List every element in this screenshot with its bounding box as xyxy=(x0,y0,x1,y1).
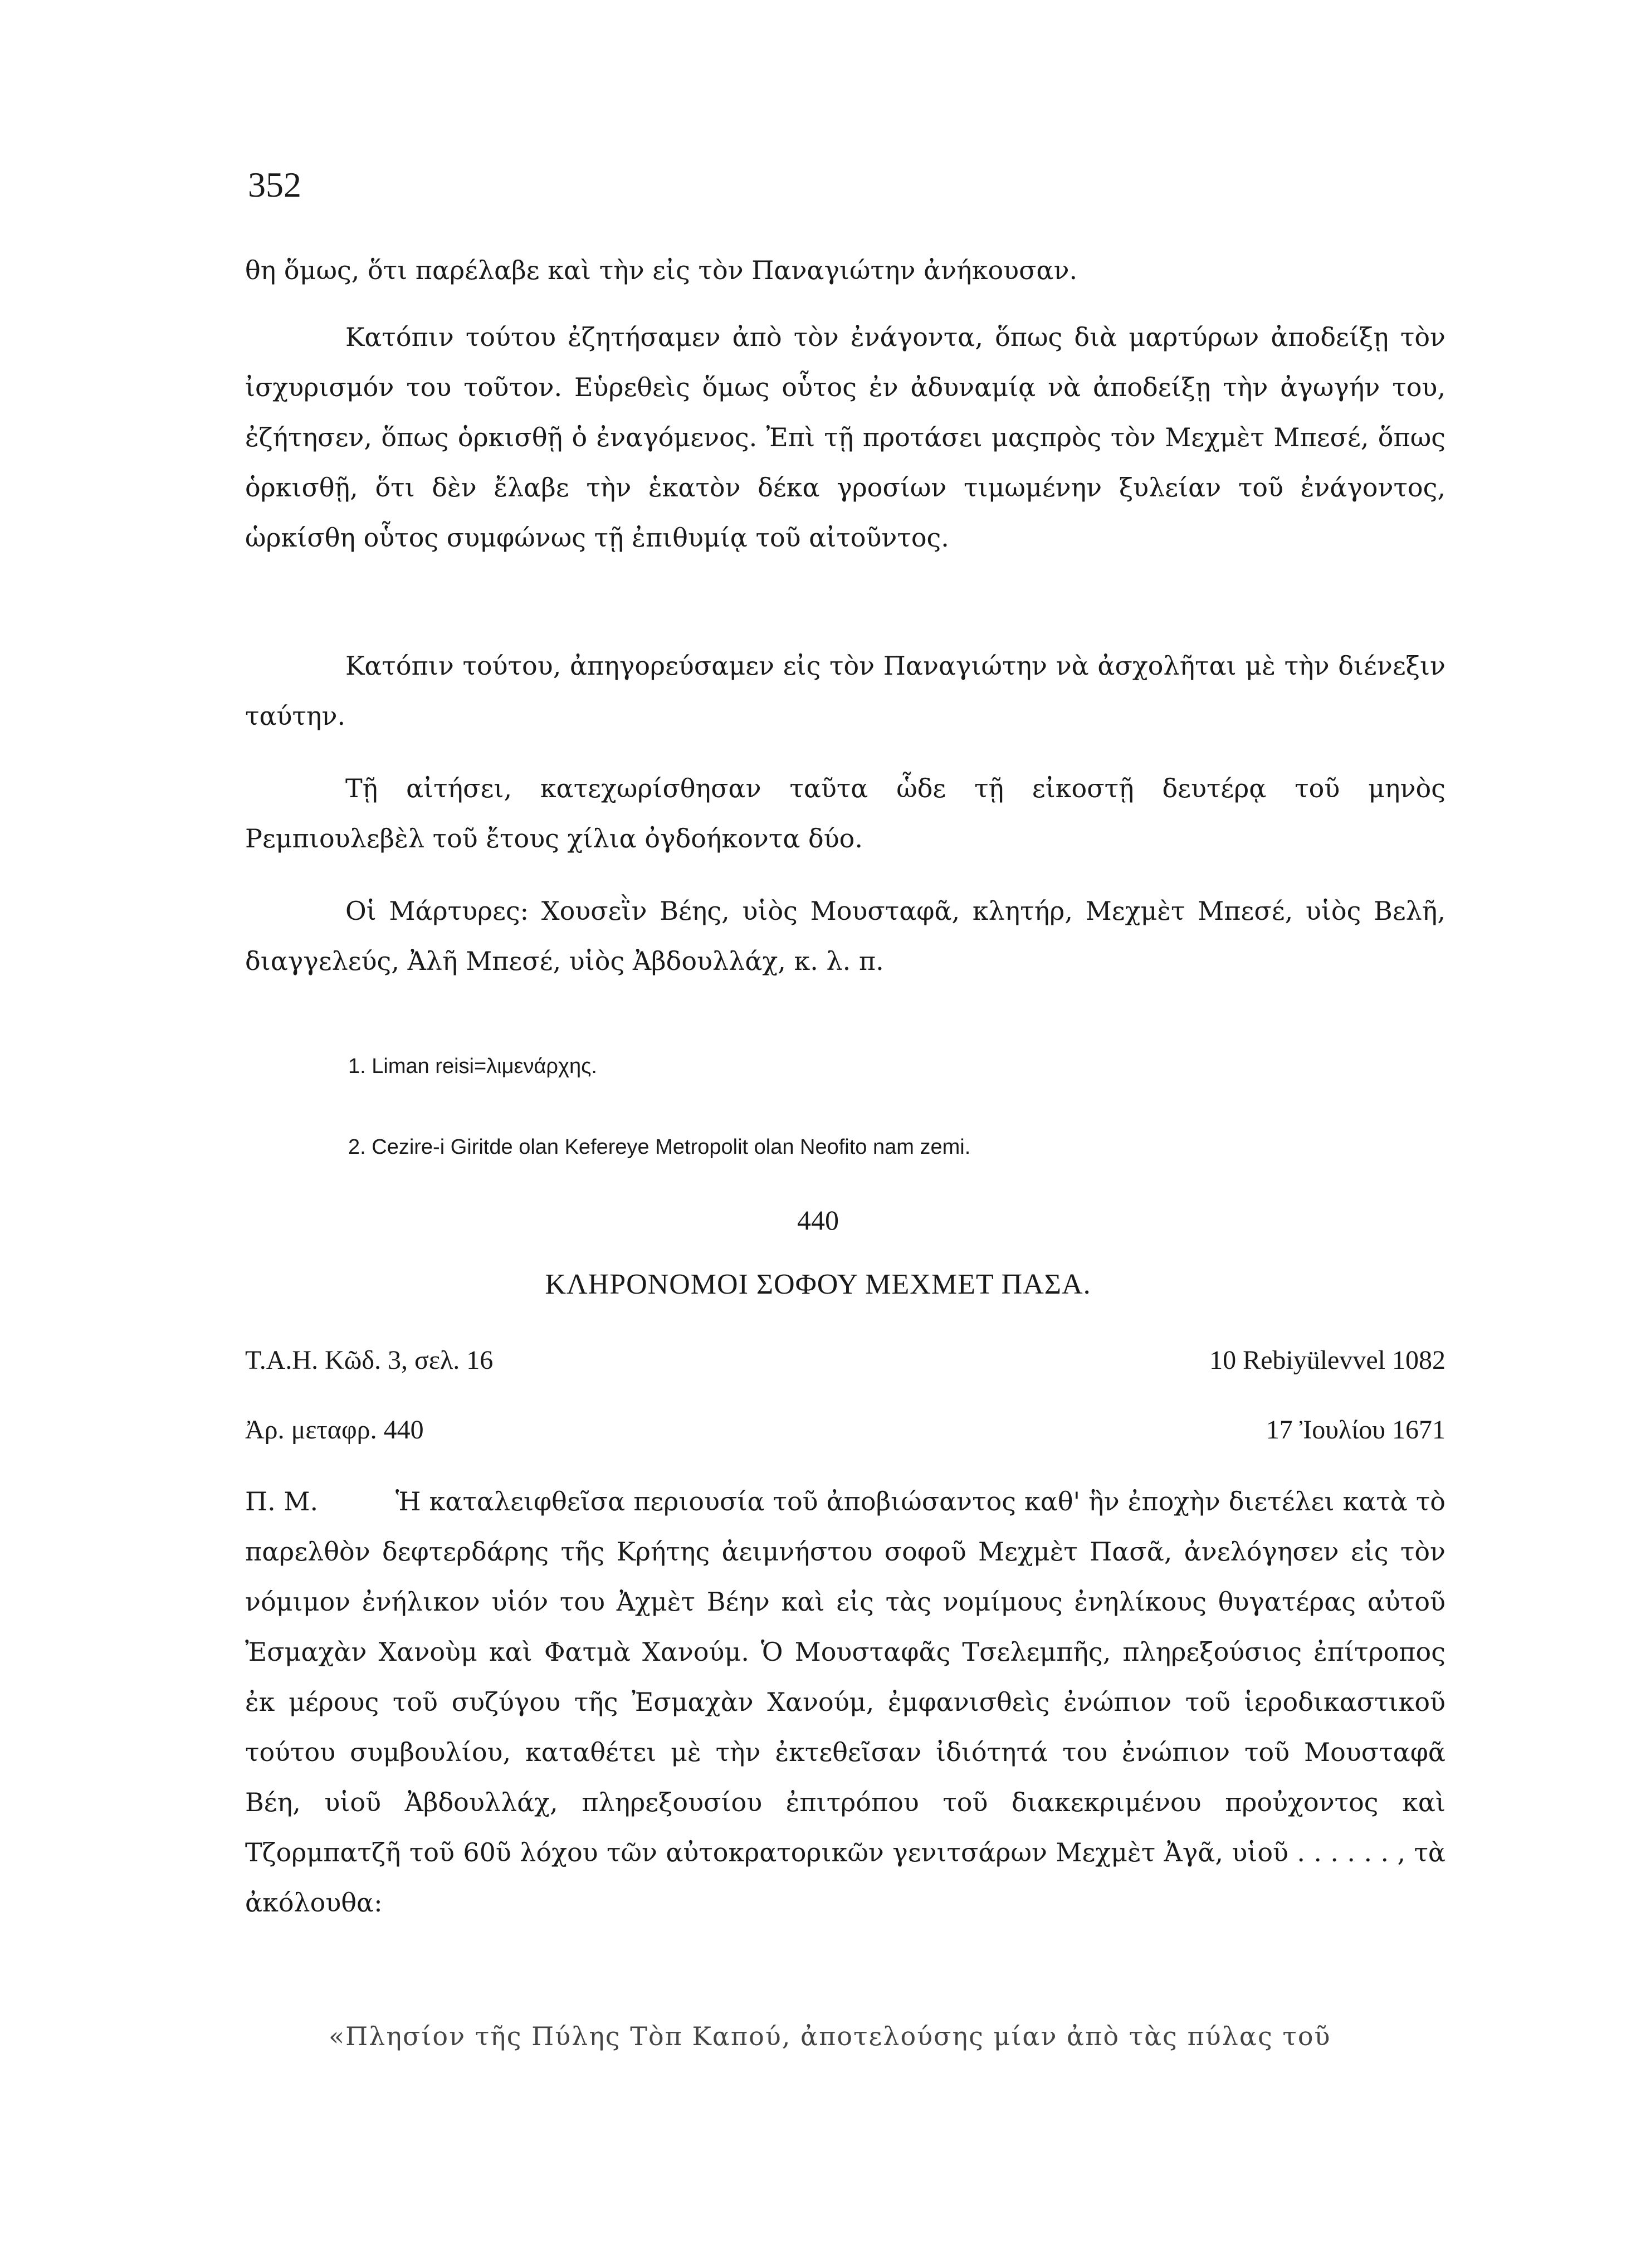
paragraph-witnesses: Οἱ Μάρτυρες: Χουσεῒν Βέης, υἱὸς Μουσταφᾶ, κλητήρ, Μεχμὲτ Μπεσέ, υἱὸς Βελῆ, διαγγελεύς, Ἀλῆ Μπεσέ, υἱὸς Ἀβδουλλάχ, κ. λ. π. xyxy=(245,896,1445,976)
reference-row xyxy=(245,1347,1445,1374)
paragraph-continuation: θη ὅμως, ὅτι παρέλαβε καὶ τὴν εἰς τὸν Παναγιώτην ἀνήκουσαν. xyxy=(245,255,1078,285)
translation-number: Ἀρ. μεταφρ. 440 xyxy=(245,1415,424,1445)
paragraph-registration: Τῇ αἰτήσει, κατεχωρίσθησαν ταῦτα ὧδε τῇ εἰκοστῇ δευτέρᾳ τοῦ μηνὸς Ρεμπιουλεβὲλ τοῦ ἔτους χίλια ὀγδοήκοντα δύο. xyxy=(245,773,1445,853)
translation-row xyxy=(245,1417,1445,1443)
archive-reference: Τ.Α.Η. Κῶδ. 3, σελ. 16 xyxy=(245,1345,494,1375)
pm-label: Π. Μ. xyxy=(245,1486,319,1516)
footnote-1: 1. Liman reisi=λιμενάρχης. xyxy=(348,1055,597,1078)
document-title: ΚΛΗΡΟΝΟΜΟΙ ΣΟΦΟΥ ΜΕΧΜΕΤ ΠΑΣΑ. xyxy=(545,1269,1091,1300)
document-number: 440 xyxy=(797,1204,839,1236)
paragraph-prohibition: Κατόπιν τούτου, ἀπηγορεύσαμεν εἰς τὸν Παναγιώτην νὰ ἀσχολῆται μὲ τὴν διένεξιν ταύτην. xyxy=(245,651,1445,731)
hijri-date: 10 Rebiyülevvel 1082 xyxy=(1209,1345,1445,1375)
footnote-2: 2. Cezire-i Giritde olan Kefereye Metropolit olan Neofito nam zemi. xyxy=(348,1135,971,1159)
paragraph-quote-start: «Πλησίον τῆς Πύλης Τὸπ Καπού, ἀποτελούσης μίαν ἀπὸ τὰς πύλας τοῦ xyxy=(329,2021,1331,2051)
gregorian-date: 17 Ἰουλίου 1671 xyxy=(1266,1415,1445,1445)
paragraph-inheritance xyxy=(245,1476,1445,1928)
paragraph-inheritance-text: Ἡ καταλειφθεῖσα περιουσία τοῦ ἀποβιώσαντος καθ' ἣν ἐποχὴν διετέλει κατὰ τὸ παρελθὸν δεφτερδάρης τῆς Κρήτης ἀειμνήστου σοφοῦ Μεχμὲτ Πασᾶ, ἀνελόγησεν εἰς τὸν νόμιμον ἐνήλικον υἱόν του Ἀχμὲτ Βέην καὶ εἰς τὰς νομίμους ἐνηλίκους θυγατέρας αὐτοῦ Ἐσμαχὰν Χανοὺμ καὶ Φατμὰ Χανούμ. Ὁ Μουσταφᾶς Τσελεμπῆς, πληρεξούσιος ἐπίτροπος ἐκ μέρους τοῦ συζύγου τῆς Ἐσμαχὰν Χανούμ, ἐμφανισθεὶς ἐνώπιον τοῦ ἱεροδικαστικοῦ τούτου συμβουλίου, καταθέτει μὲ τὴν ἐκτεθεῖσαν ἰδιότητά του ἐνώπιον τοῦ Μουσταφᾶ Βέη, υἱοῦ Ἀβδουλλάχ, πληρεξουσίου ἐπιτρόπου τοῦ διακεκριμένου προὐχοντος καὶ Τζορμπατζῆ τοῦ 60ῦ λόχου τῶν αὐτοκρατορικῶν γενιτσάρων Μεχμὲτ Ἀγᾶ, υἱοῦ . . . . . . , τὰ ἀκόλουθα: xyxy=(245,1486,1445,1918)
page-number: 352 xyxy=(248,165,301,204)
paragraph-oath: Κατόπιν τούτου ἐζητήσαμεν ἀπὸ τὸν ἐνάγοντα, ὅπως διὰ μαρτύρων ἀποδείξῃ τὸν ἰσχυρισμόν του τοῦτον. Εὑρεθεὶς ὅμως οὗτος ἐν ἀδυναμίᾳ νὰ ἀποδείξῃ τὴν ἀγωγήν του, ἐζήτησεν, ὅπως ὁρκισθῇ ὁ ἐναγόμενος. Ἐπὶ τῇ προτάσει μαςπρὸς τὸν Μεχμὲτ Μπεσέ, ὅπως ὁρκισθῇ, ὅτι δὲν ἔλαβε τὴν ἑκατὸν δέκα γροσίων τιμωμένην ξυλείαν τοῦ ἐνάγοντος, ὡρκίσθη οὗτος συμφώνως τῇ ἐπιθυμίᾳ τοῦ αἰτοῦντος. xyxy=(245,322,1445,553)
